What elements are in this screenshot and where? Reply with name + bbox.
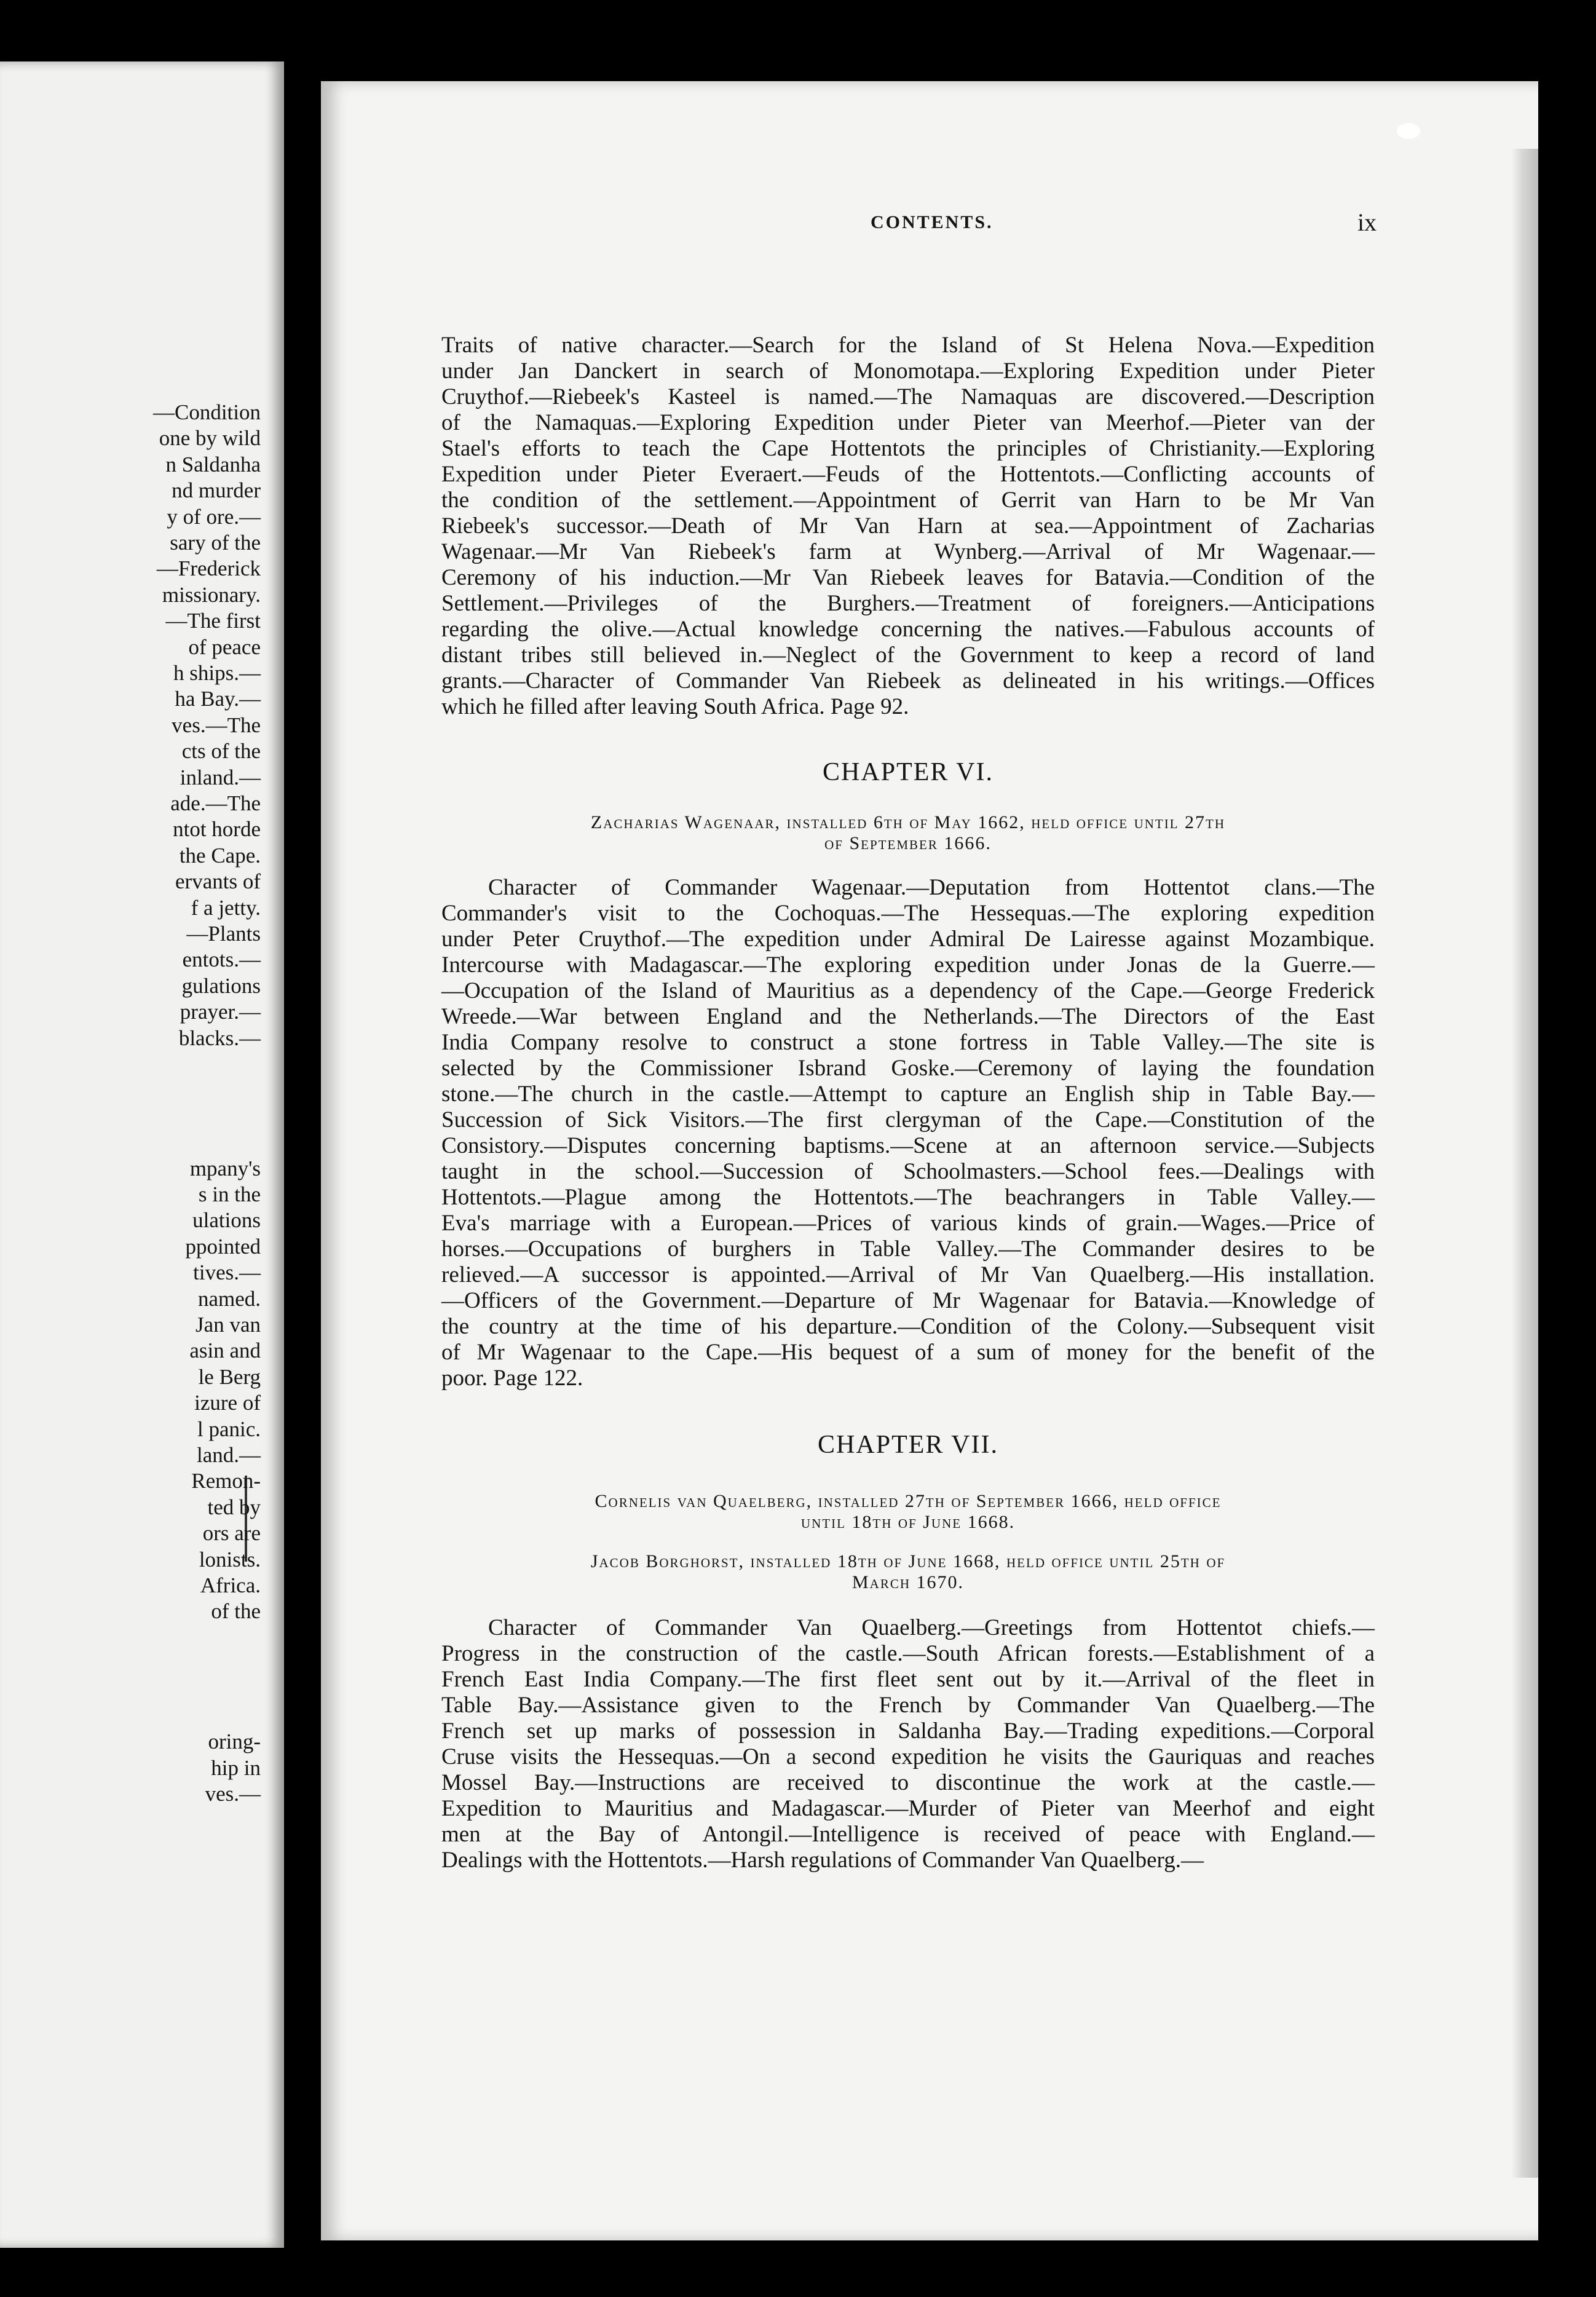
left-page-line: h ships.— (173, 661, 261, 685)
left-page-line: land.— (196, 1443, 261, 1467)
left-page-line: of peace (188, 635, 261, 659)
text-line: Consistory.—Disputes concerning baptisms.—Scene at an afternoon service.—Subjects (441, 1133, 1375, 1158)
text-line: Hottentots.—Plague among the Hottentots.—The beachrangers in Table Valley.— (441, 1185, 1375, 1210)
text-line: poor. Page 122. (441, 1366, 583, 1391)
text-line: Commander's visit to the Cochoquas.—The Hessequas.—The exploring expedition (441, 901, 1375, 926)
text-line: Progress in the construction of the castle.—South African forests.—Establishment of a (441, 1641, 1375, 1666)
chapter-7-subtitle-1-line-1: Cornelis van Quaelberg, installed 27th of September 1666, held office (595, 1491, 1222, 1511)
left-page-line: oring- (208, 1730, 261, 1754)
left-page-line: —Frederick (156, 556, 261, 581)
text-line: Mossel Bay.—Instructions are received to discontinue the work at the castle.— (441, 1770, 1375, 1795)
left-page-line: f a jetty. (191, 895, 261, 920)
left-page-line: cts of the (181, 739, 261, 764)
text-line: the country at the time of his departure.—Condition of the Colony.—Subsequent visit (441, 1314, 1375, 1339)
paper-speck (1397, 123, 1420, 139)
text-line: taught in the school.—Succession of Schoolmasters.—School fees.—Dealings with (441, 1159, 1375, 1184)
text-line: stone.—The church in the castle.—Attempt to capture an English ship in Table Bay.— (441, 1081, 1375, 1107)
left-page-line: gulations (181, 973, 261, 998)
page-number: ix (1357, 208, 1377, 236)
text-line: French East India Company.—The first fleet sent out by it.—Arrival of the fleet in (441, 1667, 1375, 1692)
left-page-line: Remon- (191, 1469, 261, 1493)
text-line: Wagenaar.—Mr Van Riebeek's farm at Wynberg.—Arrival of Mr Wagenaar.— (441, 539, 1375, 564)
left-page-line: lonists. (199, 1547, 261, 1572)
left-page-line: ppointed (185, 1234, 261, 1259)
left-page-line: izure of (194, 1391, 261, 1415)
left-page-line: entots.— (182, 947, 261, 972)
text-line: distant tribes still believed in.—Neglect of the Government to keep a record of land (441, 642, 1375, 668)
left-page-line: the Cape. (179, 843, 261, 868)
left-page-line: —Plants (186, 922, 261, 946)
text-line: Succession of Sick Visitors.—The first clergyman of the Cape.—Constitution of the (441, 1107, 1375, 1133)
chapter-6-heading: CHAPTER VI. (823, 758, 994, 786)
left-page-line: missionary. (162, 582, 261, 607)
left-page-line: ntot horde (173, 817, 261, 842)
text-line: the condition of the settlement.—Appointment of Gerrit van Harn to be Mr Van (441, 488, 1375, 513)
left-page-line: l panic. (197, 1417, 261, 1441)
text-line: under Peter Cruythof.—The expedition under Admiral De Lairesse against Mozambique. (441, 927, 1375, 952)
left-page-line: blacks.— (178, 1026, 261, 1050)
text-line: under Jan Danckert in search of Monomotapa.—Exploring Expedition under Pieter (441, 358, 1375, 384)
text-line: Cruse visits the Hessequas.—On a second expedition he visits the Gauriquas and reaches (441, 1744, 1375, 1769)
text-line: selected by the Commissioner Isbrand Goske.—Ceremony of laying the foundation (441, 1056, 1375, 1081)
left-page-fragment (0, 61, 284, 2248)
left-page-line: nd murder (172, 478, 261, 503)
chapter-7-subtitle-2-line-2: March 1670. (851, 1572, 965, 1592)
chapter-7-heading: CHAPTER VII. (818, 1431, 998, 1459)
text-line: French set up marks of possession in Saldanha Bay.—Trading expeditions.—Corporal (441, 1718, 1375, 1744)
left-page-line: asin and (189, 1338, 261, 1363)
left-page-line: Jan van (196, 1313, 261, 1337)
left-page-line: ade.—The (170, 791, 261, 815)
left-page-line: y of ore.— (167, 504, 261, 529)
chapter-6-subtitle-line-2: of September 1666. (824, 833, 992, 853)
text-line: grants.—Character of Commander Van Riebeek as delineated in his writings.—Offices (441, 668, 1375, 694)
left-page-line: prayer.— (180, 1000, 261, 1024)
left-page-line: —Condition (152, 400, 261, 424)
text-line: Expedition under Pieter Everaert.—Feuds of the Hottentots.—Conflicting accounts of (441, 462, 1375, 487)
left-page-line: n Saldanha (165, 452, 261, 476)
text-line: Stael's efforts to teach the Cape Hottentots the principles of Christianity.—Exploring (441, 436, 1375, 461)
text-line: which he filled after leaving South Africa. Page 92. (441, 694, 909, 719)
left-page-line: of the (211, 1599, 261, 1624)
text-line: Expedition to Mauritius and Madagascar.—Murder of Pieter van Meerhof and eight (441, 1796, 1375, 1821)
text-line: Dealings with the Hottentots.—Harsh regulations of Commander Van Quaelberg.— (441, 1848, 1204, 1873)
left-page-line: Africa. (200, 1573, 261, 1597)
text-line: Ceremony of his induction.—Mr Van Riebeek leaves for Batavia.—Condition of the (441, 565, 1375, 590)
left-page-line: ors are (202, 1521, 261, 1546)
left-page-line: —The first (165, 609, 261, 633)
left-page-line: ves.— (205, 1782, 261, 1806)
text-line: of the Namaquas.—Exploring Expedition under Pieter van Meerhof.—Pieter van der (441, 410, 1375, 435)
running-title: CONTENTS. (871, 212, 994, 232)
text-line: relieved.—A successor is appointed.—Arrival of Mr Van Quaelberg.—His installation. (441, 1262, 1375, 1287)
left-page-line: ted by (207, 1495, 261, 1519)
left-page-line: hip in (211, 1755, 261, 1780)
left-page-line: ulations (192, 1208, 261, 1233)
left-page-line: one by wild (159, 426, 261, 451)
text-line: Wreede.—War between England and the Netherlands.—The Directors of the East (441, 1004, 1375, 1029)
left-page-line: named. (197, 1286, 261, 1311)
text-line: Settlement.—Privileges of the Burghers.—Treatment of foreigners.—Anticipations (441, 591, 1375, 616)
left-page-line: sary of the (170, 531, 261, 555)
text-line: Cruythof.—Riebeek's Kasteel is named.—The Namaquas are discovered.—Description (441, 384, 1375, 409)
left-page-line: mpany's (189, 1156, 261, 1180)
chapter-6-subtitle-line-1: Zacharias Wagenaar, installed 6th of May 1662, held office until 27th (590, 812, 1226, 832)
left-page-line: inland.— (180, 765, 261, 789)
text-line: men at the Bay of Antongil.—Intelligence is received of peace with England.— (441, 1822, 1375, 1847)
left-page-line: tives.— (193, 1260, 261, 1285)
text-line: Eva's marriage with a European.—Prices of various kinds of grain.—Wages.—Price of (441, 1211, 1375, 1236)
left-page-line: ves.—The (172, 713, 261, 737)
text-line: Character of Commander Van Quaelberg.—Greetings from Hottentot chiefs.— (488, 1615, 1375, 1640)
text-line: India Company resolve to construct a stone fortress in Table Valley.—The site is (441, 1030, 1375, 1055)
left-page-line: s in the (198, 1182, 261, 1206)
text-line: horses.—Occupations of burghers in Table Valley.—The Commander desires to be (441, 1236, 1375, 1262)
chapter-7-subtitle-2-line-1: Jacob Borghorst, installed 18th of June 1668, held office until 25th of (590, 1551, 1226, 1572)
text-line: —Occupation of the Island of Mauritius as a dependency of the Cape.—George Frederick (441, 978, 1375, 1003)
left-page-line: le Berg (198, 1364, 261, 1389)
chapter-7-subtitle-1-line-2: until 18th of June 1668. (800, 1512, 1016, 1532)
text-line: of Mr Wagenaar to the Cape.—His bequest of a sum of money for the benefit of the (441, 1340, 1375, 1365)
text-line: Table Bay.—Assistance given to the French by Commander Van Quaelberg.—The (441, 1693, 1375, 1718)
text-line: Traits of native character.—Search for the Island of St Helena Nova.—Expedition (441, 333, 1375, 358)
text-line: regarding the olive.—Actual knowledge concerning the natives.—Fabulous accounts of (441, 617, 1375, 642)
left-page-line: ha Bay.— (175, 687, 261, 711)
text-line: Intercourse with Madagascar.—The exploring expedition under Jonas de la Guerre.— (441, 952, 1375, 978)
text-line: Character of Commander Wagenaar.—Deputation from Hottentot clans.—The (488, 875, 1375, 900)
page-edge-shadow (1511, 149, 1538, 2178)
text-line: Riebeek's successor.—Death of Mr Van Harn at sea.—Appointment of Zacharias (441, 513, 1375, 539)
left-page-line: ervants of (175, 869, 261, 894)
text-line: —Officers of the Government.—Departure of Mr Wagenaar for Batavia.—Knowledge of (441, 1288, 1375, 1313)
